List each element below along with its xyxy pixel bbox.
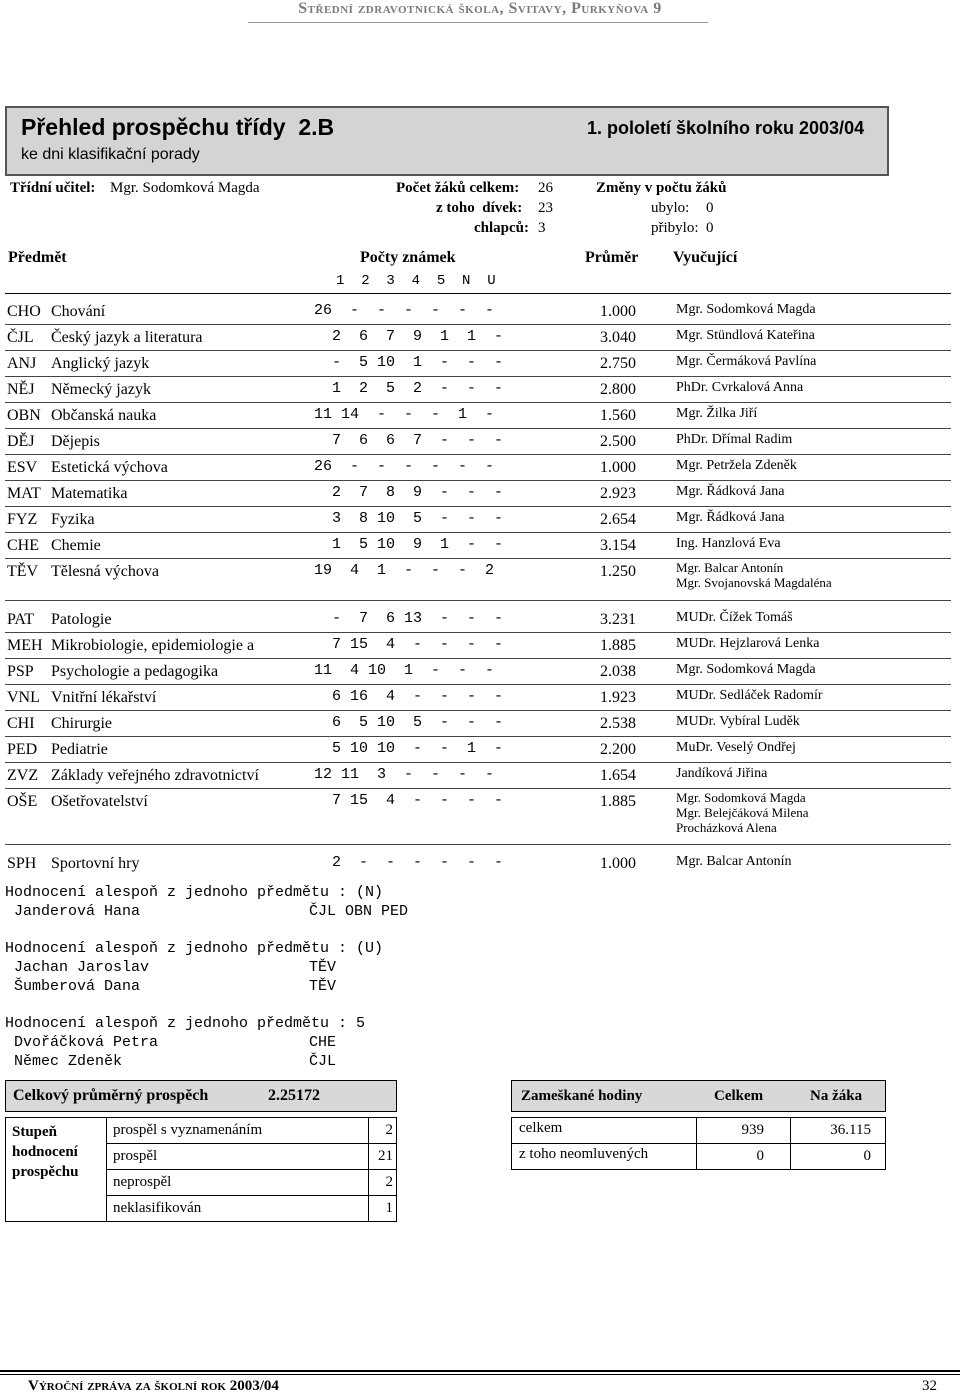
- subject-teacher: Mgr. Sodomková Magda: [676, 302, 816, 317]
- subject-average: 1.000: [600, 459, 636, 476]
- note-title: Hodnocení alespoň z jednoho předmětu : 5: [5, 1015, 366, 1032]
- header-rule: [248, 22, 708, 23]
- table-row: [0, 456, 960, 482]
- level-label-cell: [106, 1143, 369, 1170]
- subject-name: Sportovní hry: [51, 855, 140, 872]
- absence-per-student: 0: [863, 1148, 871, 1164]
- subject-code: ESV: [7, 459, 38, 476]
- grade-counts: 6 16 4 - - - -: [314, 688, 504, 705]
- subject-name: Patologie: [51, 611, 112, 628]
- subject-code: VNL: [7, 689, 40, 706]
- overall-average-value: 2.25172: [268, 1087, 320, 1104]
- absence-total-cell: [696, 1143, 791, 1170]
- grade-counts: 11 14 - - - 1 -: [314, 406, 495, 423]
- student-count-label: Počet žáků celkem:: [396, 180, 520, 196]
- subject-teacher: Mgr. Čermáková Pavlína: [676, 354, 817, 369]
- col-subject: Předmět: [8, 249, 67, 266]
- table-row: [0, 352, 960, 378]
- title-box: [5, 106, 889, 176]
- level-value-cell: [368, 1117, 397, 1144]
- absence-total-cell: [696, 1117, 791, 1144]
- level-value: 2: [385, 1174, 393, 1190]
- subject-name: Český jazyk a literatura: [51, 329, 203, 346]
- subject-teacher: Mgr. Stündlová Kateřina: [676, 328, 815, 343]
- absence-header: [511, 1080, 886, 1112]
- row-divider: [5, 658, 951, 659]
- subject-teacher: MUDr. Sedláček Radomír: [676, 688, 823, 703]
- level-label: neklasifikován: [113, 1200, 202, 1216]
- row-divider: [5, 762, 951, 763]
- note-subjects: ČJL: [309, 1053, 337, 1070]
- girls-count: 23: [538, 200, 553, 216]
- subject-code: ZVZ: [7, 767, 39, 784]
- note-student: Dvořáčková Petra: [14, 1034, 159, 1051]
- subject-average: 1.885: [600, 637, 636, 654]
- teacher-label: Třídní učitel:: [10, 180, 96, 196]
- subject-name: Anglický jazyk: [51, 355, 150, 372]
- subject-code: OŠE: [7, 793, 38, 810]
- grade-counts: 11 4 10 1 - - -: [314, 662, 495, 679]
- level-label: prospěl: [113, 1148, 158, 1164]
- table-row: [0, 534, 960, 560]
- subject-code: NĚJ: [7, 381, 35, 398]
- note-subjects: TĚV: [309, 959, 337, 976]
- absence-total: 939: [741, 1122, 764, 1138]
- footer-rule-thin: [0, 1374, 960, 1375]
- absence-col-total: Celkem: [714, 1088, 764, 1104]
- table-row: [0, 790, 960, 835]
- grade-counts: 1 2 5 2 - - -: [314, 380, 504, 397]
- grade-counts: 7 15 4 - - - -: [314, 636, 504, 653]
- grade-counts: - 7 6 13 - - -: [314, 610, 504, 627]
- page-subtitle: ke dni klasifikační porady: [21, 146, 200, 163]
- subject-code: CHE: [7, 537, 39, 554]
- table-row: [0, 852, 960, 878]
- table-row: [0, 660, 960, 686]
- table-row: [0, 378, 960, 404]
- table-row: [0, 430, 960, 456]
- increased-label: přibylo:: [651, 220, 699, 236]
- note-subjects: CHE: [309, 1034, 337, 1051]
- subject-teacher: Jandíková Jiřina: [676, 766, 768, 781]
- girls-label: z toho dívek:: [436, 200, 523, 216]
- decreased-count: 0: [706, 200, 714, 216]
- subject-average: 1.654: [600, 767, 636, 784]
- absence-label-cell: [511, 1117, 697, 1144]
- subject-name: Mikrobiologie, epidemiologie a: [51, 637, 255, 654]
- level-label-cell: [106, 1195, 369, 1222]
- table-row: [0, 560, 960, 590]
- table-row: [0, 738, 960, 764]
- subject-average: 1.000: [600, 855, 636, 872]
- grade-counts: 3 8 10 5 - - -: [314, 510, 504, 527]
- subject-code: FYZ: [7, 511, 38, 528]
- boys-label: chlapců:: [474, 220, 530, 236]
- subject-teacher: Mgr. Řádková Jana: [676, 484, 785, 499]
- subject-name: Vnitřní lékařství: [51, 689, 157, 706]
- absence-total: 0: [756, 1148, 764, 1164]
- subject-code: PAT: [7, 611, 34, 628]
- subject-code: SPH: [7, 855, 37, 872]
- student-count: 26: [538, 180, 553, 196]
- subject-name: Psychologie a pedagogika: [51, 663, 219, 680]
- grade-counts: 12 11 3 - - - -: [314, 766, 495, 783]
- subject-name: Ošetřovatelství: [51, 793, 148, 810]
- row-divider: [5, 736, 951, 737]
- grade-counts: 2 - - - - - -: [314, 854, 504, 871]
- absence-label: z toho neomluvených: [519, 1146, 649, 1162]
- footer-rule: [0, 1370, 960, 1372]
- grade-counts: 7 15 4 - - - -: [314, 792, 504, 809]
- levels-label-cell: [5, 1117, 107, 1222]
- subject-name: Německý jazyk: [51, 381, 151, 398]
- subject-name: Matematika: [51, 485, 128, 502]
- note-student: Jachan Jaroslav: [14, 959, 150, 976]
- level-label: prospěl s vyznamenáním: [113, 1122, 263, 1138]
- row-divider: [5, 454, 951, 455]
- subject-code: PSP: [7, 663, 34, 680]
- levels-label: Stupeň hodnocení prospěchu: [12, 1124, 79, 1180]
- table-row: [0, 712, 960, 738]
- subject-code: ČJL: [7, 329, 34, 346]
- note-title: Hodnocení alespoň z jednoho předmětu : (U): [5, 940, 384, 957]
- class-teacher: Mgr. Sodomková Magda: [110, 180, 260, 196]
- subject-average: 2.750: [600, 355, 636, 372]
- subject-average: 2.200: [600, 741, 636, 758]
- subject-teacher: Mgr. Žilka Jiří: [676, 406, 758, 421]
- subject-name: Estetická výchova: [51, 459, 168, 476]
- subject-average: 1.560: [600, 407, 636, 424]
- absence-col-per: Na žáka: [810, 1088, 863, 1104]
- level-value-cell: [368, 1169, 397, 1196]
- subject-average: 3.154: [600, 537, 636, 554]
- grade-counts: 7 6 6 7 - - -: [314, 432, 504, 449]
- absence-per-student: 36.115: [830, 1122, 871, 1138]
- table-row: [0, 300, 960, 326]
- grade-counts: 2 6 7 9 1 1 -: [314, 328, 504, 345]
- overall-average-box: [5, 1080, 397, 1112]
- header-divider: [5, 293, 951, 294]
- subject-teacher-3: Procházková Alena: [676, 820, 777, 835]
- grade-counts: 26 - - - - - -: [314, 458, 495, 475]
- grade-counts: - 5 10 1 - - -: [314, 354, 504, 371]
- subject-teacher: PhDr. Dřímal Radim: [676, 432, 793, 447]
- subject-teacher: MUDr. Čížek Tomáš: [676, 610, 793, 625]
- row-divider: [5, 684, 951, 685]
- level-value-cell: [368, 1143, 397, 1170]
- subject-name: Základy veřejného zdravotnictví: [51, 767, 259, 784]
- col-grades: 1 2 3 4 5 N U: [336, 273, 496, 289]
- boys-count: 3: [538, 220, 546, 236]
- subject-code: ANJ: [7, 355, 37, 372]
- subject-name: Občanská nauka: [51, 407, 157, 424]
- changes-label: Změny v počtu žáků: [596, 180, 727, 196]
- group-divider: [5, 600, 951, 601]
- subject-code: CHI: [7, 715, 35, 732]
- row-divider: [5, 788, 951, 789]
- subject-average: 2.500: [600, 433, 636, 450]
- subject-teacher: Mgr. Sodomková Magda: [676, 662, 816, 677]
- decreased-label: ubylo:: [651, 200, 690, 216]
- grade-counts: 2 7 8 9 - - -: [314, 484, 504, 501]
- level-value-cell: [368, 1195, 397, 1222]
- subject-teacher: MUDr. Hejzlarová Lenka: [676, 636, 820, 651]
- absence-per-cell: [790, 1143, 886, 1170]
- subject-code: MAT: [7, 485, 41, 502]
- subject-teacher: Mgr. Řádková Jana: [676, 510, 785, 525]
- subject-code: PED: [7, 741, 38, 758]
- subject-average: 2.800: [600, 381, 636, 398]
- absence-label: celkem: [519, 1120, 563, 1136]
- absence-per-cell: [790, 1117, 886, 1144]
- subject-average: 2.538: [600, 715, 636, 732]
- page-number: 32: [922, 1378, 937, 1394]
- row-divider: [5, 480, 951, 481]
- level-label: neprospěl: [113, 1174, 172, 1190]
- subject-code: TĚV: [7, 563, 39, 580]
- footer-report: Výroční zpráva za školní rok 2003/04: [28, 1378, 279, 1394]
- col-teacher: Vyučující: [673, 249, 738, 266]
- row-divider: [5, 506, 951, 507]
- grade-counts: 1 5 10 9 1 - -: [314, 536, 504, 553]
- table-row: [0, 326, 960, 352]
- table-row: [0, 404, 960, 430]
- subject-average: 2.654: [600, 511, 636, 528]
- level-value: 2: [385, 1122, 393, 1138]
- table-row: [0, 634, 960, 660]
- note-student: Němec Zdeněk: [14, 1053, 123, 1070]
- subject-teacher: MUDr. Vybíral Luděk: [676, 714, 800, 729]
- note-student: Janderová Hana: [14, 903, 141, 920]
- row-divider: [5, 350, 951, 351]
- subject-name: Fyzika: [51, 511, 95, 528]
- subject-average: 1.885: [600, 793, 636, 810]
- grade-counts: 19 4 1 - - - 2: [314, 562, 495, 579]
- subject-name: Dějepis: [51, 433, 100, 450]
- subject-teacher-2: Mgr. Svojanovská Magdaléna: [676, 575, 832, 590]
- table-row: [0, 764, 960, 790]
- absence-title: Zameškané hodiny: [521, 1088, 643, 1104]
- row-divider: [5, 376, 951, 377]
- subject-name: Chování: [51, 303, 106, 320]
- page-title: Přehled prospěchu třídy 2.B: [21, 114, 335, 140]
- row-divider: [5, 558, 951, 559]
- row-divider: [5, 428, 951, 429]
- subject-name: Chemie: [51, 537, 101, 554]
- subject-name: Chirurgie: [51, 715, 113, 732]
- subject-teacher-2: Mgr. Belejčáková Milena: [676, 805, 809, 820]
- table-row: [0, 508, 960, 534]
- subject-teacher: Mgr. Balcar Antonín: [676, 560, 784, 575]
- row-divider: [5, 632, 951, 633]
- subject-code: DĚJ: [7, 433, 35, 450]
- level-value: 1: [385, 1200, 393, 1216]
- subject-average: 3.231: [600, 611, 636, 628]
- table-row: [0, 608, 960, 634]
- subject-code: OBN: [7, 407, 41, 424]
- subject-teacher: MuDr. Veselý Ondřej: [676, 740, 796, 755]
- col-counts: Počty známek: [360, 249, 456, 266]
- subject-name: Pediatrie: [51, 741, 108, 758]
- row-divider: [5, 402, 951, 403]
- subject-average: 3.040: [600, 329, 636, 346]
- table-row: [0, 686, 960, 712]
- period-label: 1. pololetí školního roku 2003/04: [587, 118, 865, 138]
- subject-teacher: Ing. Hanzlová Eva: [676, 536, 781, 551]
- level-value: 21: [378, 1148, 393, 1164]
- subject-teacher: PhDr. Cvrkalová Anna: [676, 380, 804, 395]
- row-divider: [5, 324, 951, 325]
- level-label-cell: [106, 1117, 369, 1144]
- absence-label-cell: [511, 1143, 697, 1170]
- subject-average: 1.000: [600, 303, 636, 320]
- subject-average: 1.923: [600, 689, 636, 706]
- subject-average: 2.923: [600, 485, 636, 502]
- col-average: Průměr: [585, 249, 639, 266]
- note-student: Šumberová Dana: [14, 978, 141, 995]
- increased-count: 0: [706, 220, 714, 236]
- subject-name: Tělesná výchova: [51, 563, 159, 580]
- note-subjects: ČJL OBN PED: [309, 903, 409, 920]
- level-label-cell: [106, 1169, 369, 1196]
- subject-average: 2.038: [600, 663, 636, 680]
- subject-average: 1.250: [600, 563, 636, 580]
- grade-counts: 26 - - - - - -: [314, 302, 495, 319]
- subject-code: MEH: [7, 637, 43, 654]
- row-divider: [5, 532, 951, 533]
- school-header: Střední zdravotnická škola, Svitavy, Purkyňova 9: [298, 0, 662, 17]
- table-row: [0, 482, 960, 508]
- group-divider: [5, 844, 951, 845]
- overall-average-label: Celkový průměrný prospěch: [13, 1087, 209, 1104]
- note-title: Hodnocení alespoň z jednoho předmětu : (N): [5, 884, 384, 901]
- subject-teacher: Mgr. Balcar Antonín: [676, 854, 792, 869]
- note-subjects: TĚV: [309, 978, 337, 995]
- row-divider: [5, 710, 951, 711]
- subject-code: CHO: [7, 303, 41, 320]
- subject-teacher: Mgr. Sodomková Magda: [676, 790, 806, 805]
- grade-counts: 6 5 10 5 - - -: [314, 714, 504, 731]
- subject-teacher: Mgr. Petržela Zdeněk: [676, 458, 797, 473]
- grade-counts: 5 10 10 - - 1 -: [314, 740, 504, 757]
